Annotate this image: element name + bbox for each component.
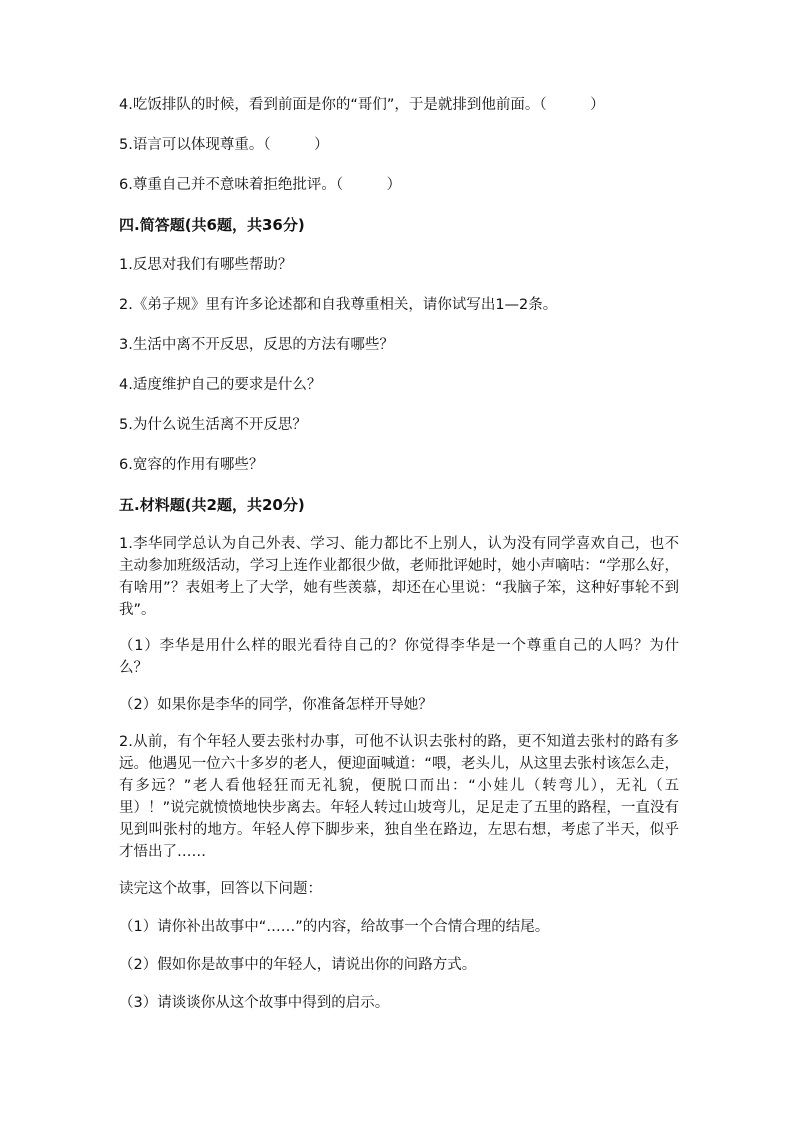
material-2-lead: 读完这个故事，回答以下问题： — [119, 881, 322, 897]
material-1-text: 1.李华同学总认为自己外表、学习、能力都比不上别人，认为没有同学喜欢自己，也不主动参加班级活动，学习上连作业都很少做，老师批评她时，她小声嘀咕：“学那么好，有啥用”？表姐考上了大学，她有些羡慕，却还在心里说：“我脑子笨，这种好事轮不到我”。 — [119, 536, 679, 618]
short-answer-6: 6.宽容的作用有哪些？ — [119, 457, 264, 473]
material-1-question-1: （1）李华是用什么样的眼光看待自己的？你觉得李华是一个尊重自己的人吗？为什么？ — [119, 638, 679, 676]
section-title-material: 五.材料题(共2题，共20分) — [119, 496, 305, 514]
short-answer-5: 5.为什么说生活离不开反思？ — [119, 417, 307, 433]
short-answer-3: 3.生活中离不开反思，反思的方法有哪些？ — [119, 337, 394, 353]
document-page — [119, 93, 679, 1015]
judge-item-4: 4.吃饭排队的时候，看到前面是你的“哥们”，于是就排到他前面。（ ） — [119, 97, 605, 113]
material-1-question-2: （2）如果你是李华的同学，你准备怎样开导她？ — [119, 697, 433, 713]
material-2-question-1: （1）请你补出故事中“……”的内容，给故事一个合情合理的结尾。 — [119, 919, 550, 935]
material-2-text: 2.从前，有个年轻人要去张村办事，可他不认识去张村的路，更不知道去张村的路有多远。他遇见一位六十多岁的老人，便迎面喊道：“喂，老头儿，从这里去张村该怎么走，有多远？”老人看他轻狂而无礼貌，便脱口而出：“小娃儿（转弯儿），无礼（五里）！”说完就愤愤地快步离去。年轻人转过山坡弯儿，足足走了五里的路程，一直没有见到叫张村的地方。年轻人停下脚步来，独自坐在路边，左思右想，考虑了半天，似乎才悟出了…… — [119, 734, 679, 860]
material-2-question-3: （3）请谈谈你从这个故事中得到的启示。 — [119, 995, 390, 1011]
section-title-short-answer: 四.简答题(共6题，共36分) — [119, 216, 305, 234]
short-answer-4: 4.适度维护自己的要求是什么？ — [119, 377, 322, 393]
short-answer-2: 2.《弟子规》里有许多论述都和自我尊重相关，请你试写出1—2条。 — [119, 297, 558, 313]
material-2-question-2: （2）假如你是故事中的年轻人，请说出你的问路方式。 — [119, 957, 477, 973]
judge-item-6: 6.尊重自己并不意味着拒绝批评。（ ） — [119, 177, 402, 193]
short-answer-1: 1.反思对我们有哪些帮助？ — [119, 257, 293, 273]
judge-item-5: 5.语言可以体现尊重。（ ） — [119, 137, 329, 153]
